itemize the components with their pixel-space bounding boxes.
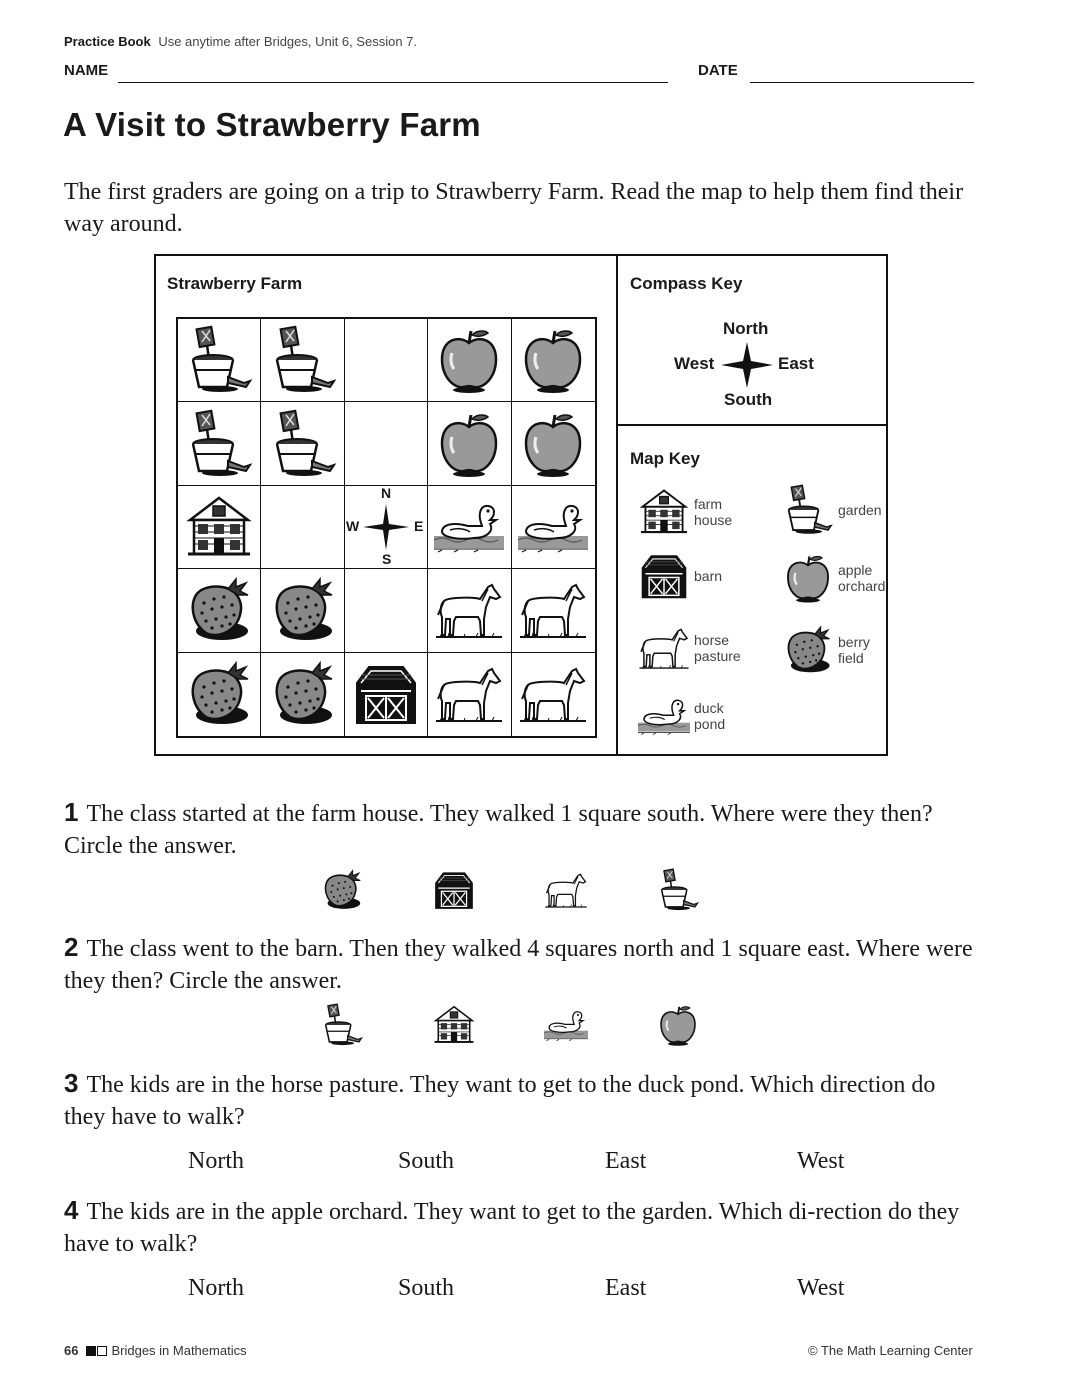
grid-cell-r4-c2 — [261, 569, 344, 652]
name-label: NAME — [64, 62, 109, 79]
map-key-item-strawberry — [782, 624, 870, 676]
grid-cell-r3-c4 — [428, 486, 511, 569]
garden-icon — [268, 325, 338, 395]
question-1-number: 1 — [64, 797, 79, 827]
compass-key-title: Compass Key — [630, 274, 743, 293]
map-key-item-duck — [638, 690, 725, 742]
q2-choice-apple[interactable] — [656, 1003, 700, 1047]
apple-icon — [434, 409, 504, 479]
grid-cell-r1-c5 — [512, 319, 595, 402]
farm-map-grid — [176, 317, 597, 738]
q1-choice-garden[interactable] — [656, 868, 700, 912]
question-3 — [64, 1067, 974, 1133]
grid-compass-w: W — [345, 517, 360, 534]
strawberry-icon — [184, 659, 254, 729]
strawberry-icon — [268, 659, 338, 729]
q2-choice-duck[interactable] — [544, 1003, 588, 1047]
apple-icon — [518, 325, 588, 395]
map-key-label: garden — [838, 502, 882, 518]
name-input-line[interactable] — [118, 82, 668, 83]
garden-icon — [320, 1003, 364, 1047]
garden-icon — [184, 409, 254, 479]
barn-icon — [432, 868, 476, 912]
map-key-title: Map Key — [630, 449, 700, 468]
question-3-text: The kids are in the horse pasture. They want to get to the duck pond. Which direction do they have to walk? — [64, 1072, 936, 1130]
grid-cell-r3-c2 — [261, 486, 344, 569]
duck-icon — [544, 1003, 588, 1047]
grid-cell-r2-c1 — [178, 402, 261, 485]
grid-cell-r3-c1 — [178, 486, 261, 569]
compass-south-label: South — [724, 390, 773, 409]
footer-left — [64, 1343, 247, 1358]
garden-icon — [656, 868, 700, 912]
footer-copyright: © The Math Learning Center — [808, 1343, 973, 1358]
grid-cell-r4-c3 — [345, 569, 428, 652]
q3-choice-west[interactable]: West — [797, 1148, 845, 1174]
question-2-choices — [320, 1003, 700, 1047]
q3-choice-north[interactable]: North — [188, 1148, 244, 1174]
duck-icon — [638, 690, 690, 742]
question-2-text: The class went to the barn. Then they walked 4 squares north and 1 square east. Where were they then? Circle the answer. — [64, 936, 973, 994]
grid-cell-r5-c3 — [345, 653, 428, 736]
compass-west-label: West — [674, 354, 715, 373]
grid-cell-r5-c1 — [178, 653, 261, 736]
garden-icon — [268, 409, 338, 479]
horse-icon — [434, 575, 504, 645]
map-key-item-horse — [638, 622, 741, 674]
grid-cell-r1-c1 — [178, 319, 261, 402]
map-divider-horizontal — [617, 424, 888, 426]
question-4 — [64, 1194, 974, 1260]
grid-compass-e: E — [413, 517, 424, 534]
grid-cell-r1-c3 — [345, 319, 428, 402]
intro-text: The first graders are going on a trip to Strawberry Farm. Read the map to help them find their way around. — [64, 179, 964, 237]
grid-cell-r2-c2 — [261, 402, 344, 485]
q4-choice-north[interactable]: North — [188, 1275, 244, 1301]
question-4-number: 4 — [64, 1195, 79, 1225]
grid-cell-r2-c4 — [428, 402, 511, 485]
grid-compass-icon — [346, 487, 426, 567]
strawberry-icon — [184, 575, 254, 645]
map-divider-vertical — [616, 254, 618, 756]
map-title: Strawberry Farm — [167, 274, 303, 293]
map-key-item-farmhouse — [638, 486, 732, 538]
question-3-number: 3 — [64, 1068, 79, 1098]
grid-cell-r4-c4 — [428, 569, 511, 652]
grid-compass-n: N — [380, 485, 392, 501]
practice-book-header — [64, 34, 417, 49]
grid-cell-r2-c5 — [512, 402, 595, 485]
footer-book-title: Bridges in Mathematics — [111, 1343, 247, 1358]
farmhouse-icon — [432, 1003, 476, 1047]
grid-cell-r1-c2 — [261, 319, 344, 402]
horse-icon — [544, 868, 588, 912]
grid-cell-r3-c3 — [345, 486, 428, 569]
q4-choice-south[interactable]: South — [398, 1275, 455, 1301]
question-1-text: The class started at the farm house. They walked 1 square south. Where were they then? Circle the answer. — [64, 801, 933, 859]
map-key-label: duck pond — [694, 700, 726, 732]
q1-choice-barn[interactable] — [432, 868, 476, 912]
q1-choice-strawberry[interactable] — [320, 868, 364, 912]
grid-compass-s: S — [381, 550, 392, 567]
question-2 — [64, 931, 974, 997]
q3-choice-south[interactable]: South — [398, 1148, 455, 1174]
q3-choice-east[interactable]: East — [605, 1148, 647, 1174]
grid-cell-r4-c1 — [178, 569, 261, 652]
q4-choice-west[interactable]: West — [797, 1275, 845, 1301]
barn-icon — [638, 550, 690, 602]
garden-icon — [184, 325, 254, 395]
compass-rose-icon — [719, 340, 775, 390]
date-label: DATE — [698, 62, 738, 79]
date-input-line[interactable] — [750, 82, 974, 83]
q2-choice-farmhouse[interactable] — [432, 1003, 476, 1047]
map-key-label: berry field — [838, 634, 870, 666]
strawberry-icon — [320, 868, 364, 912]
grid-cell-r2-c3 — [345, 402, 428, 485]
apple-icon — [782, 552, 834, 604]
compass-north-label: North — [723, 319, 769, 338]
strawberry-icon — [268, 575, 338, 645]
question-2-number: 2 — [64, 932, 79, 962]
grid-cell-r5-c4 — [428, 653, 511, 736]
farmhouse-icon — [184, 492, 254, 562]
compass-east-label: East — [778, 354, 814, 373]
grid-cell-r5-c5 — [512, 653, 595, 736]
session-note: Use anytime after Bridges, Unit 6, Session 7. — [158, 34, 418, 49]
map-key-label: apple orchard — [838, 562, 886, 594]
garden-icon — [782, 484, 834, 536]
page-number: 66 — [64, 1343, 79, 1358]
horse-icon — [434, 659, 504, 729]
farmhouse-icon — [638, 486, 690, 538]
page-title: A Visit to Strawberry Farm — [63, 106, 481, 143]
map-key-label: horse pasture — [694, 632, 741, 664]
map-key-label: barn — [694, 568, 723, 584]
q1-choice-horse[interactable] — [544, 868, 588, 912]
q4-choice-east[interactable]: East — [605, 1275, 647, 1301]
apple-icon — [518, 409, 588, 479]
horse-icon — [518, 659, 588, 729]
grid-cell-r5-c2 — [261, 653, 344, 736]
duck-icon — [434, 492, 504, 562]
map-key-item-barn — [638, 550, 722, 602]
strawberry-icon — [782, 624, 834, 676]
horse-icon — [638, 622, 690, 674]
grid-cell-r3-c5 — [512, 486, 595, 569]
q2-choice-garden[interactable] — [320, 1003, 364, 1047]
footer-squares-icon — [86, 1346, 107, 1356]
grid-cell-r4-c5 — [512, 569, 595, 652]
apple-icon — [656, 1003, 700, 1047]
map-key-item-garden — [782, 484, 882, 536]
grid-cell-r1-c4 — [428, 319, 511, 402]
duck-icon — [518, 492, 588, 562]
practice-book-label: Practice Book — [64, 34, 151, 49]
question-4-text: The kids are in the apple orchard. They want to get to the garden. Which di-rection do they have to walk? — [64, 1199, 960, 1257]
map-key-label: farm house — [694, 496, 733, 528]
apple-icon — [434, 325, 504, 395]
barn-icon — [351, 659, 421, 729]
map-key-item-apple — [782, 552, 885, 604]
horse-icon — [518, 575, 588, 645]
question-1-choices — [320, 868, 700, 912]
question-1 — [64, 796, 974, 862]
